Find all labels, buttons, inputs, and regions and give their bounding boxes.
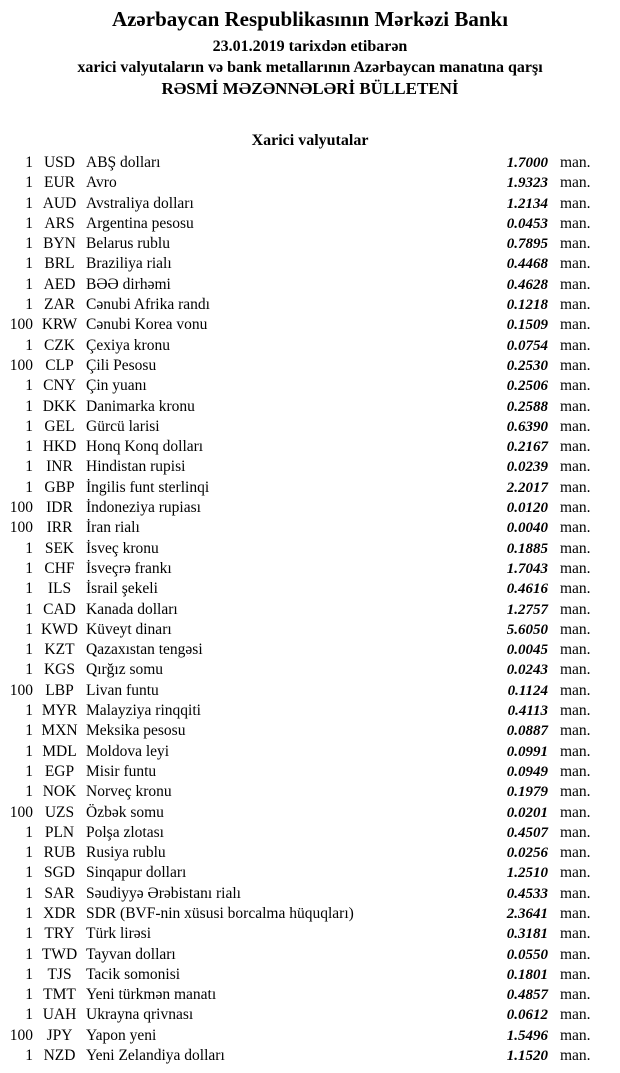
currency-name: Avro xyxy=(86,174,117,192)
exchange-rate: 0.0453 xyxy=(506,215,548,232)
unit-label: man. xyxy=(560,438,591,456)
exchange-rate: 1.2510 xyxy=(506,865,548,882)
exchange-rate: 0.0239 xyxy=(506,459,548,476)
rate-row xyxy=(0,518,620,538)
currency-name: Yeni Zelandiya dolları xyxy=(86,1047,225,1065)
unit-label: man. xyxy=(560,1006,591,1024)
currency-name: Hindistan rupisi xyxy=(86,458,186,476)
currency-name: Qazaxıstan tengəsi xyxy=(86,641,203,659)
quantity: 1 xyxy=(25,945,33,963)
currency-name: Belarus rublu xyxy=(86,235,170,253)
currency-code: SEK xyxy=(44,539,75,557)
exchange-rate: 0.6390 xyxy=(506,418,548,435)
unit-label: man. xyxy=(560,945,591,963)
rates-table xyxy=(0,153,620,1066)
exchange-rate: 0.1801 xyxy=(506,966,548,983)
currency-code: AUD xyxy=(42,194,77,212)
unit-label: man. xyxy=(560,417,591,435)
unit-label: man. xyxy=(560,397,591,415)
rate-row xyxy=(0,965,620,985)
exchange-rate: 2.3641 xyxy=(506,905,548,922)
unit-label: man. xyxy=(560,742,591,760)
rate-row xyxy=(0,823,620,843)
exchange-rate: 0.1509 xyxy=(506,317,548,334)
unit-label: man. xyxy=(560,316,591,334)
unit-label: man. xyxy=(560,823,591,841)
quantity: 1 xyxy=(25,722,33,740)
exchange-rate: 1.1520 xyxy=(506,1048,548,1065)
quantity: 100 xyxy=(9,1026,33,1044)
currency-code: KWD xyxy=(40,620,79,638)
exchange-rate: 0.0256 xyxy=(506,845,548,862)
rate-row xyxy=(0,924,620,944)
currency-name: Avstraliya dolları xyxy=(86,194,194,212)
rate-row xyxy=(0,701,620,721)
currency-name: İsrail şekeli xyxy=(86,580,158,598)
unit-label: man. xyxy=(560,214,591,232)
exchange-rate: 0.4113 xyxy=(507,703,548,720)
exchange-rate: 0.0550 xyxy=(506,946,548,963)
bulletin-title: RƏSMİ MƏZƏNNƏLƏRİ BÜLLETENİ xyxy=(161,79,459,98)
exchange-rate: 0.0949 xyxy=(506,763,548,780)
currency-name: Çili Pesosu xyxy=(86,356,157,374)
quantity: 1 xyxy=(25,194,33,212)
exchange-rate: 0.2167 xyxy=(506,439,548,456)
currency-code: GEL xyxy=(44,417,75,435)
unit-label: man. xyxy=(560,986,591,1004)
quantity: 1 xyxy=(25,275,33,293)
rate-row xyxy=(0,336,620,356)
exchange-rate: 0.2530 xyxy=(506,357,548,374)
rate-row xyxy=(0,640,620,660)
bank-title: Azərbaycan Respublikasının Mərkəzi Bankı xyxy=(111,7,509,31)
exchange-rate: 2.2017 xyxy=(506,479,548,496)
quantity: 1 xyxy=(25,904,33,922)
unit-label: man. xyxy=(560,154,591,171)
currency-code: DKK xyxy=(42,397,77,415)
currency-name: BƏƏ dirhəmi xyxy=(86,275,171,293)
unit-label: man. xyxy=(560,559,591,577)
quantity: 1 xyxy=(25,661,33,679)
currency-name: ABŞ dolları xyxy=(86,154,161,171)
quantity: 100 xyxy=(9,499,33,517)
unit-label: man. xyxy=(560,296,591,314)
quantity: 100 xyxy=(9,356,33,374)
currency-name: Səudiyyə Ərəbistanı rialı xyxy=(86,884,241,902)
rate-row xyxy=(0,376,620,396)
rate-row xyxy=(0,417,620,437)
quantity: 1 xyxy=(25,600,33,618)
quantity: 1 xyxy=(25,539,33,557)
rate-row xyxy=(0,478,620,498)
exchange-rate: 0.4507 xyxy=(506,824,548,841)
quantity: 1 xyxy=(25,742,33,760)
quantity: 1 xyxy=(25,965,33,983)
exchange-rate: 0.4616 xyxy=(506,581,548,598)
rate-row xyxy=(0,600,620,620)
unit-label: man. xyxy=(560,965,591,983)
currency-code: SGD xyxy=(43,864,75,882)
currency-code: CNY xyxy=(43,377,76,395)
quantity: 1 xyxy=(25,783,33,801)
unit-label: man. xyxy=(560,925,591,943)
currency-name: Tacik somonisi xyxy=(86,965,181,983)
quantity: 1 xyxy=(25,174,33,192)
currency-code: TRY xyxy=(44,925,75,943)
currency-code: LBP xyxy=(45,681,74,699)
currency-name: Gürcü larisi xyxy=(86,417,160,435)
exchange-rate: 0.0612 xyxy=(506,1007,548,1024)
quantity: 1 xyxy=(25,438,33,456)
currency-name: İngilis funt sterlinqi xyxy=(86,478,210,496)
quantity: 100 xyxy=(9,681,33,699)
quantity: 1 xyxy=(25,844,33,862)
exchange-rate: 0.4857 xyxy=(506,987,548,1004)
exchange-rate: 0.0754 xyxy=(506,337,548,354)
unit-label: man. xyxy=(560,275,591,293)
currency-code: TMT xyxy=(43,986,76,1004)
unit-label: man. xyxy=(560,762,591,780)
currency-code: TWD xyxy=(41,945,78,963)
rate-row xyxy=(0,539,620,559)
currency-code: XDR xyxy=(43,904,76,922)
exchange-rate: 0.1979 xyxy=(506,784,548,801)
currency-code: NOK xyxy=(42,783,77,801)
currency-name: İsveç kronu xyxy=(86,539,159,557)
exchange-rate: 0.4468 xyxy=(506,256,548,273)
exchange-rate: 1.2134 xyxy=(506,195,548,212)
unit-label: man. xyxy=(560,884,591,902)
unit-label: man. xyxy=(560,356,591,374)
quantity: 1 xyxy=(25,580,33,598)
quantity: 1 xyxy=(25,397,33,415)
quantity: 100 xyxy=(9,519,33,537)
rate-row xyxy=(0,721,620,741)
currency-code: RUB xyxy=(43,844,76,862)
exchange-rate: 0.1885 xyxy=(506,540,548,557)
exchange-rate: 1.7043 xyxy=(506,560,548,577)
unit-label: man. xyxy=(560,1026,591,1044)
rate-row xyxy=(0,194,620,214)
quantity: 1 xyxy=(25,1047,33,1065)
rate-row xyxy=(0,681,620,701)
unit-label: man. xyxy=(560,600,591,618)
exchange-rate: 0.1124 xyxy=(507,682,548,699)
currency-code: EUR xyxy=(44,174,75,192)
unit-label: man. xyxy=(560,661,591,679)
currency-code: KRW xyxy=(41,316,78,334)
rate-row xyxy=(0,214,620,234)
unit-label: man. xyxy=(560,803,591,821)
currency-name: Tayvan dolları xyxy=(86,945,176,963)
quantity: 1 xyxy=(25,458,33,476)
rate-row xyxy=(0,803,620,823)
exchange-rate: 0.0120 xyxy=(506,500,548,517)
quantity: 1 xyxy=(25,235,33,253)
exchange-rate: 0.0201 xyxy=(506,804,548,821)
currency-code: KGS xyxy=(43,661,75,679)
unit-label: man. xyxy=(560,580,591,598)
exchange-rate: 1.7000 xyxy=(506,155,548,171)
currency-name: Özbək somu xyxy=(86,803,164,821)
currency-name: Yeni türkmən manatı xyxy=(86,986,217,1004)
currency-code: KZT xyxy=(44,641,75,659)
quantity: 1 xyxy=(25,702,33,720)
rate-row xyxy=(0,762,620,782)
unit-label: man. xyxy=(560,864,591,882)
quantity: 1 xyxy=(25,641,33,659)
currency-code: EGP xyxy=(44,762,75,780)
bulletin-subtitle: xarici valyutaların və bank metallarının Azərbaycan manatına qarşı xyxy=(77,59,543,76)
exchange-rate: 0.1218 xyxy=(506,297,548,314)
rate-row xyxy=(0,173,620,193)
unit-label: man. xyxy=(560,255,591,273)
rate-row xyxy=(0,295,620,315)
quantity: 1 xyxy=(25,1006,33,1024)
rate-row xyxy=(0,1005,620,1025)
currency-code: USD xyxy=(43,154,75,171)
currency-name: Misir funtu xyxy=(86,762,157,780)
currency-code: JPY xyxy=(46,1026,73,1044)
currency-code: SAR xyxy=(44,884,75,902)
rate-row xyxy=(0,498,620,518)
currency-code: AED xyxy=(43,275,76,293)
currency-code: ARS xyxy=(44,214,75,232)
currency-name: Çin yuanı xyxy=(86,377,147,395)
quantity: 100 xyxy=(9,803,33,821)
quantity: 1 xyxy=(25,884,33,902)
quantity: 1 xyxy=(25,559,33,577)
rate-row xyxy=(0,457,620,477)
rate-row xyxy=(0,153,620,173)
rate-row xyxy=(0,1026,620,1046)
currency-name: İran rialı xyxy=(86,519,140,537)
quantity: 1 xyxy=(25,296,33,314)
rate-row xyxy=(0,579,620,599)
quantity: 1 xyxy=(25,214,33,232)
unit-label: man. xyxy=(560,702,591,720)
rate-row xyxy=(0,254,620,274)
quantity: 1 xyxy=(25,154,33,171)
currency-name: Türk lirəsi xyxy=(86,925,151,943)
section-title-foreign-currencies: Xarici valyutalar xyxy=(251,132,369,149)
currency-code: ZAR xyxy=(44,296,75,314)
unit-label: man. xyxy=(560,681,591,699)
quantity: 1 xyxy=(25,478,33,496)
currency-code: MXN xyxy=(41,722,78,740)
currency-name: Kanada dolları xyxy=(86,600,178,618)
currency-name: Braziliya rialı xyxy=(86,255,172,273)
rate-row xyxy=(0,782,620,802)
currency-name: İsveçrə frankı xyxy=(86,559,172,577)
unit-label: man. xyxy=(560,620,591,638)
currency-name: Norveç kronu xyxy=(86,783,172,801)
quantity: 1 xyxy=(25,336,33,354)
exchange-rate: 0.0243 xyxy=(506,662,548,679)
currency-name: SDR (BVF-nin xüsusi borcalma hüquqları) xyxy=(86,904,354,922)
currency-name: Qırğız somu xyxy=(86,661,164,679)
exchange-rate: 0.4533 xyxy=(506,885,548,902)
currency-code: HKD xyxy=(42,438,77,456)
rate-row xyxy=(0,904,620,924)
rate-row xyxy=(0,985,620,1005)
rate-row xyxy=(0,863,620,883)
unit-label: man. xyxy=(560,377,591,395)
unit-label: man. xyxy=(560,235,591,253)
currency-code: UZS xyxy=(44,803,75,821)
unit-label: man. xyxy=(560,722,591,740)
effective-date: 23.01.2019 tarixdən etibarən xyxy=(212,38,408,55)
currency-name: Cənubi Korea vonu xyxy=(86,316,208,334)
unit-label: man. xyxy=(560,783,591,801)
currency-name: Meksika pesosu xyxy=(86,722,186,740)
unit-label: man. xyxy=(560,194,591,212)
quantity: 1 xyxy=(25,255,33,273)
rate-row xyxy=(0,843,620,863)
rate-row xyxy=(0,559,620,579)
quantity: 1 xyxy=(25,377,33,395)
exchange-rate: 1.9323 xyxy=(506,175,548,192)
currency-name: Argentina pesosu xyxy=(86,214,194,232)
currency-code: CAD xyxy=(43,600,76,618)
currency-name: Yapon yeni xyxy=(86,1026,157,1044)
currency-code: PLN xyxy=(44,823,75,841)
unit-label: man. xyxy=(560,1047,591,1065)
currency-name: Danimarka kronu xyxy=(86,397,195,415)
currency-code: NZD xyxy=(43,1047,76,1065)
currency-name: Honq Konq dolları xyxy=(86,438,204,456)
currency-name: Moldova leyi xyxy=(86,742,170,760)
currency-code: CLP xyxy=(45,356,74,374)
unit-label: man. xyxy=(560,478,591,496)
currency-code: MYR xyxy=(41,702,78,720)
currency-name: Rusiya rublu xyxy=(86,844,166,862)
currency-name: Polşa zlotası xyxy=(86,823,164,841)
quantity: 1 xyxy=(25,864,33,882)
currency-name: Sinqapur dolları xyxy=(86,864,187,882)
exchange-rate: 0.0045 xyxy=(506,642,548,659)
currency-code: CZK xyxy=(44,336,75,354)
quantity: 1 xyxy=(25,620,33,638)
currency-code: IDR xyxy=(46,499,73,517)
exchange-rate: 0.0887 xyxy=(506,723,548,740)
exchange-rate: 5.6050 xyxy=(506,621,548,638)
currency-name: İndoneziya rupiası xyxy=(86,499,201,517)
quantity: 1 xyxy=(25,925,33,943)
unit-label: man. xyxy=(560,844,591,862)
exchange-rate: 0.2506 xyxy=(506,378,548,395)
currency-code: BYN xyxy=(43,235,76,253)
unit-label: man. xyxy=(560,904,591,922)
unit-label: man. xyxy=(560,336,591,354)
exchange-rate: 0.0991 xyxy=(506,743,548,760)
unit-label: man. xyxy=(560,539,591,557)
currency-code: ILS xyxy=(47,580,72,598)
exchange-rate: 0.3181 xyxy=(506,926,548,943)
exchange-rate: 1.5496 xyxy=(506,1027,548,1044)
currency-name: Cənubi Afrika randı xyxy=(86,296,210,314)
currency-name: Livan funtu xyxy=(86,681,159,699)
rate-row xyxy=(0,884,620,904)
rate-row xyxy=(0,945,620,965)
rate-row xyxy=(0,437,620,457)
currency-code: INR xyxy=(46,458,73,476)
rate-row xyxy=(0,275,620,295)
quantity: 1 xyxy=(25,986,33,1004)
currency-code: CHF xyxy=(44,559,75,577)
currency-name: Çexiya kronu xyxy=(86,336,170,354)
rate-row xyxy=(0,315,620,335)
unit-label: man. xyxy=(560,519,591,537)
exchange-rate: 0.0040 xyxy=(506,520,548,537)
exchange-rate: 1.2757 xyxy=(506,601,548,618)
unit-label: man. xyxy=(560,499,591,517)
currency-code: BRL xyxy=(44,255,75,273)
exchange-rate: 0.2588 xyxy=(506,398,548,415)
unit-label: man. xyxy=(560,458,591,476)
quantity: 100 xyxy=(9,316,33,334)
currency-name: Ukrayna qrivnası xyxy=(86,1006,194,1024)
quantity: 1 xyxy=(25,417,33,435)
quantity: 1 xyxy=(25,762,33,780)
rate-row xyxy=(0,660,620,680)
currency-code: IRR xyxy=(46,519,73,537)
rate-row xyxy=(0,397,620,417)
rate-row xyxy=(0,1046,620,1066)
rate-row xyxy=(0,234,620,254)
currency-name: Malayziya rinqqiti xyxy=(86,702,201,720)
rate-row xyxy=(0,742,620,762)
rate-row xyxy=(0,620,620,640)
currency-code: MDL xyxy=(42,742,77,760)
quantity: 1 xyxy=(25,823,33,841)
currency-code: UAH xyxy=(42,1006,77,1024)
rate-row xyxy=(0,356,620,376)
unit-label: man. xyxy=(560,641,591,659)
currency-code: GBP xyxy=(44,478,75,496)
currency-code: TJS xyxy=(47,965,72,983)
exchange-rate: 0.4628 xyxy=(506,276,548,293)
exchange-rate: 0.7895 xyxy=(506,236,548,253)
currency-name: Küveyt dinarı xyxy=(86,620,172,638)
unit-label: man. xyxy=(560,174,591,192)
